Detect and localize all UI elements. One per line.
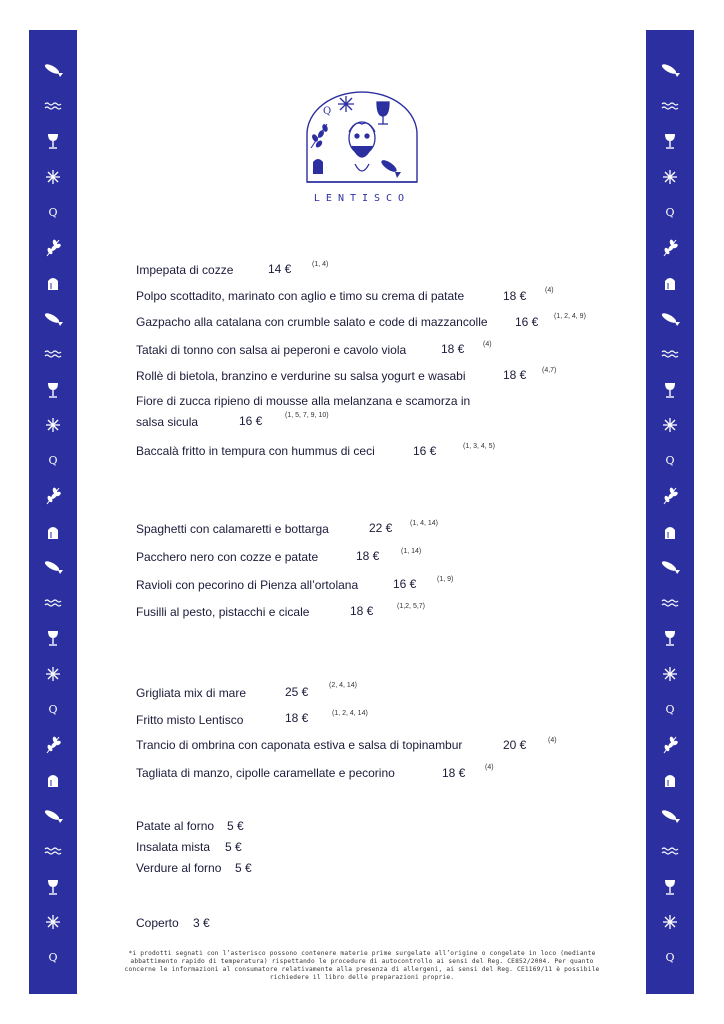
waves-icon	[29, 92, 77, 120]
star-icon	[29, 660, 77, 688]
menu-item-name: Baccalà fritto in tempura con hummus di ceci	[136, 444, 375, 458]
brand-name: LENTISCO	[313, 193, 411, 204]
wine-glass-icon	[29, 127, 77, 155]
menu-item-allergens: (4)	[483, 341, 492, 348]
fish-icon	[646, 802, 694, 830]
menu-item-price: 20 €	[503, 738, 527, 752]
footnote-line: abbattimento rapido di temperatura) rispettando le procedure di autocontrollo ai sensi del Reg. CE852/2004. Per quanto	[130, 958, 594, 965]
bread-icon	[29, 269, 77, 297]
menu-item-price: 18 €	[442, 766, 466, 780]
fish-icon	[29, 56, 77, 84]
menu-item-price: 18 €	[350, 604, 374, 618]
q-letter-icon: Q	[48, 702, 58, 716]
fish-icon	[646, 553, 694, 581]
menu-item-name: Gazpacho alla catalana con crumble salato e code di mazzancolle	[136, 315, 488, 329]
menu-item-price: 5 €	[225, 840, 242, 854]
menu-item-price: 18 €	[503, 289, 527, 303]
bread-icon	[29, 518, 77, 546]
waves-icon	[646, 92, 694, 120]
menu-item-allergens: (1, 3, 4, 5)	[463, 443, 495, 450]
menu-item-name-continued: salsa sicula	[136, 415, 199, 429]
olive-branch-icon	[646, 482, 694, 510]
star-icon	[29, 411, 77, 439]
footnote-line: richiedere il libro delle preparazioni proprie.	[269, 974, 455, 981]
wine-glass-icon	[646, 127, 694, 155]
wine-glass-icon	[646, 376, 694, 404]
menu-item-price: 5 €	[227, 819, 244, 833]
menu-item-allergens: (2, 4, 14)	[329, 682, 358, 689]
allergen-footnote	[112, 950, 612, 982]
fish-icon	[646, 305, 694, 333]
waves-icon	[646, 837, 694, 865]
waves-icon	[29, 340, 77, 368]
menu-item-price: 16 €	[393, 577, 417, 591]
menu-item-name: Trancio di ombrina con caponata estiva e salsa di topinambur	[136, 738, 463, 752]
right-border-strip	[646, 30, 694, 994]
logo-q-icon: Q	[323, 106, 332, 117]
menu-item-name: Fusilli al pesto, pistacchi e cicale	[136, 605, 310, 619]
menu-item-allergens: (1, 14)	[401, 548, 422, 555]
menu-item-name: Grigliata mix di mare	[136, 686, 247, 700]
wine-glass-icon	[377, 102, 389, 124]
star-icon	[646, 660, 694, 688]
star-icon	[646, 163, 694, 191]
olive-branch-icon	[29, 234, 77, 262]
star-icon	[29, 163, 77, 191]
menu-item-name: Pacchero nero con cozze e patate	[136, 550, 319, 564]
menu-item-name: Verdure al forno	[136, 861, 222, 875]
q-letter-icon: Q	[48, 205, 58, 219]
menu-item-name: Insalata mista	[136, 840, 211, 854]
star-icon	[646, 411, 694, 439]
olive-branch-icon	[29, 482, 77, 510]
menu-item-name: Tataki di tonno con salsa ai peperoni e cavolo viola	[136, 343, 407, 357]
menu-item-name: Fiore di zucca ripieno di mousse alla melanzana e scamorza in	[136, 394, 471, 408]
menu-item-name: Rollè di bietola, branzino e verdurine su salsa yogurt e wasabi	[136, 369, 466, 383]
wine-glass-icon	[29, 376, 77, 404]
menu-item-name: Spaghetti con calamaretti e bottarga	[136, 522, 329, 536]
menu-item-price: 18 €	[285, 711, 309, 725]
menu-item-allergens: (1, 2, 4, 14)	[332, 710, 368, 717]
menu-item-name: Fritto misto Lentisco	[136, 713, 244, 727]
menu-item-allergens: (1, 5, 7, 9, 10)	[285, 412, 329, 419]
waves-icon	[29, 589, 77, 617]
menu-item-allergens: (4)	[548, 737, 557, 744]
waves-icon	[646, 589, 694, 617]
menu-item-allergens: (1, 9)	[437, 576, 454, 583]
olive-branch-icon	[646, 731, 694, 759]
menu-item-name: Impepata di cozze	[136, 263, 234, 277]
olive-branch-icon	[646, 234, 694, 262]
footnote-line: *i prodotti segnati con l’asterisco possono contenere materie prime surgelate all’origine o congelate in loco (mediante	[128, 950, 596, 957]
q-letter-icon: Q	[665, 951, 675, 964]
menu-item-price: 16 €	[239, 414, 263, 428]
fish-icon	[29, 305, 77, 333]
bread-icon	[646, 269, 694, 297]
coperto-label: Coperto	[136, 916, 179, 930]
q-letter-icon: Q	[48, 951, 58, 964]
menu-item-name: Patate al forno	[136, 819, 215, 833]
menu-item-allergens: (4)	[545, 287, 554, 294]
menu-item-price: 18 €	[503, 368, 527, 382]
bread-icon	[646, 766, 694, 794]
star-icon	[338, 96, 354, 112]
wine-glass-icon	[646, 624, 694, 652]
menu-item-name: Ravioli con pecorino di Pienza all’ortolana	[136, 578, 359, 592]
wine-glass-icon	[29, 873, 77, 901]
star-icon	[646, 908, 694, 936]
menu-item-name: Tagliata di manzo, cipolle caramellate e pecorino	[136, 766, 395, 780]
menu-item-allergens: (1,2, 5,7)	[397, 603, 426, 610]
menu-item-price: 16 €	[515, 315, 539, 329]
menu-item-allergens: (4,7)	[542, 367, 557, 374]
olive-branch-icon	[311, 123, 329, 148]
fish-icon	[29, 802, 77, 830]
menu-item-allergens: (1, 4)	[312, 261, 329, 268]
fish-icon	[380, 158, 401, 178]
menu-item-price: 5 €	[235, 861, 252, 875]
wine-glass-icon	[646, 873, 694, 901]
coperto-price: 3 €	[193, 916, 210, 930]
waves-icon	[646, 340, 694, 368]
menu-item-price: 16 €	[413, 444, 437, 458]
menu-item-price: 14 €	[268, 262, 292, 276]
menu-item-allergens: (1, 4, 14)	[410, 520, 439, 527]
bread-icon	[29, 766, 77, 794]
menu-item-allergens: (4)	[485, 764, 494, 771]
menu-item-price: 25 €	[285, 685, 309, 699]
wine-glass-icon	[29, 624, 77, 652]
face-icon	[349, 122, 375, 171]
left-border-strip	[29, 30, 77, 994]
bread-icon	[313, 159, 323, 174]
q-letter-icon: Q	[665, 702, 675, 716]
fish-icon	[29, 553, 77, 581]
menu-item-name: Polpo scottadito, marinato con aglio e timo su crema di patate	[136, 289, 465, 303]
footnote-line: concerne le informazioni al consumatore relativamente alla presenza di allergeni, ai sensi del Reg. CE1169/11 è possibile	[124, 966, 600, 973]
olive-branch-icon	[29, 731, 77, 759]
waves-icon	[29, 837, 77, 865]
star-icon	[29, 908, 77, 936]
fish-icon	[646, 56, 694, 84]
menu-item-price: 18 €	[356, 549, 380, 563]
q-letter-icon: Q	[665, 205, 675, 219]
menu-item-price: 18 €	[441, 342, 465, 356]
bread-icon	[646, 518, 694, 546]
menu-item-allergens: (1, 2, 4, 9)	[554, 313, 586, 320]
q-letter-icon: Q	[665, 454, 675, 467]
menu-item-price: 22 €	[369, 521, 393, 535]
q-letter-icon: Q	[48, 454, 58, 467]
